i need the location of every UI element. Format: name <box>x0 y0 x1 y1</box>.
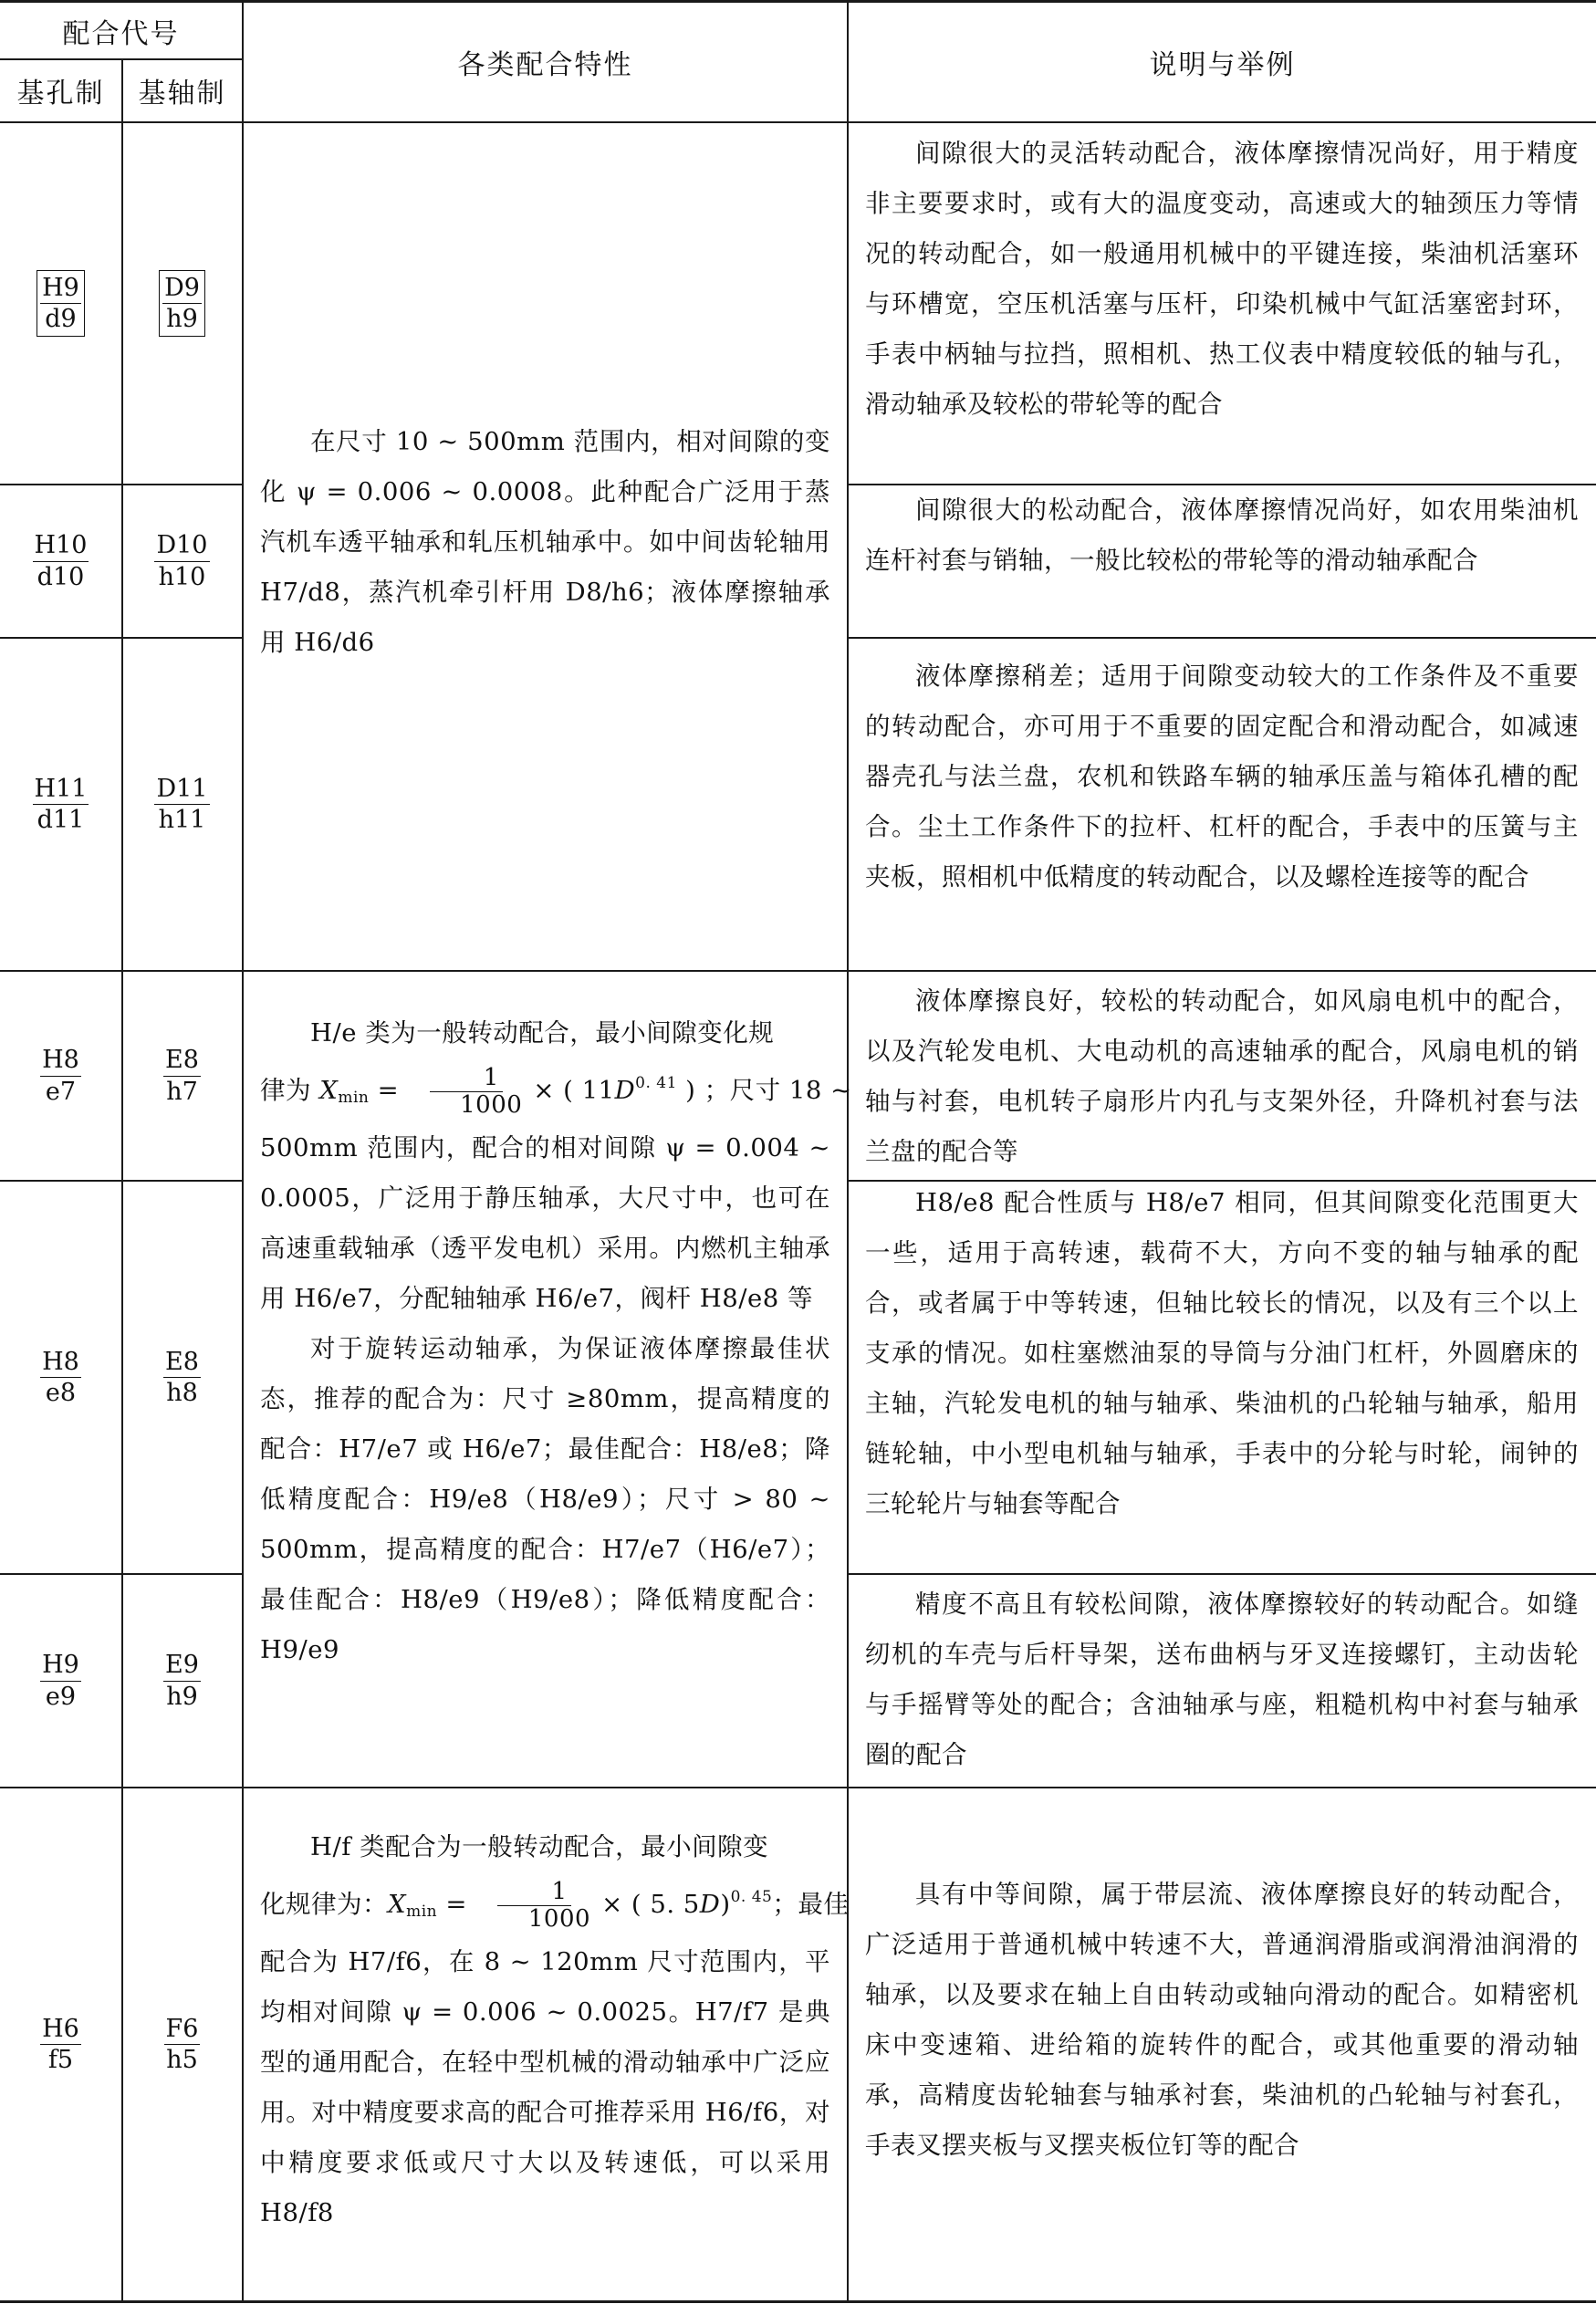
formula-fraction <box>475 1879 594 1932</box>
fraction-denominator: h11 <box>158 806 206 834</box>
description-cell <box>865 652 1579 902</box>
formula-prefix: 化规律为： <box>260 1890 388 1919</box>
fraction-numerator: E8 <box>163 1348 201 1378</box>
col-divider <box>847 0 849 2301</box>
hole-code-cell <box>0 1575 121 1787</box>
characteristics-text: H/f 类配合为一般转动配合，最小间隙变 <box>310 1832 769 1861</box>
hole-code-cell <box>0 1788 121 2300</box>
formula-fraction <box>406 1065 526 1118</box>
hole-code-cell <box>0 972 121 1180</box>
fraction-denominator: 1000 <box>527 1905 591 1933</box>
header-fit-code-text: 配合代号 <box>62 17 180 50</box>
description-cell <box>865 485 1579 586</box>
formula-variable: X <box>319 1076 339 1105</box>
hole-fit-fraction <box>40 1046 81 1105</box>
fraction-numerator: F6 <box>164 2015 201 2045</box>
row-divider <box>848 1573 1596 1575</box>
fraction-denominator: h9 <box>166 1682 198 1711</box>
characteristics-paragraph <box>260 1822 850 2238</box>
fraction-denominator: h8 <box>166 1379 198 1407</box>
hole-fit-fraction <box>40 2015 81 2074</box>
fraction-denominator: h7 <box>166 1077 198 1106</box>
characteristics-text: 配合为 H7/f6，在 8 ~ 120mm 尺寸范围内，平均相对间隙 ψ = 0.006 ~ 0.0025。H7/f7 是典型的通用配合，在轻中型机械的滑动轴承中广泛应用。对中精度要求高的配合可推荐采用 H6/f6，对中精度要求低或尺寸大以及转速低，可以采用 H8/f8 <box>260 1947 830 2227</box>
description-text: 液体摩擦良好，较松的转动配合，如风扇电机中的配合，以及汽轮发电机、大电动机的高速轴承的配合，风扇电机的销轴与衬套，电机转子扇形片内孔与支架外径，升降机衬套与法兰盘的配合等 <box>865 986 1579 1166</box>
shaft-code-cell <box>122 1575 242 1787</box>
fraction-numerator: H11 <box>33 775 89 805</box>
description-cell <box>865 1178 1579 1529</box>
fraction-numerator: H8 <box>40 1046 81 1076</box>
shaft-fit-fraction <box>163 1348 201 1407</box>
formula-variable: D <box>699 1890 721 1919</box>
shaft-fit-fraction <box>159 270 205 337</box>
formula-equals: = <box>445 1890 467 1919</box>
characteristics-text: 在尺寸 10 ~ 500mm 范围内，相对间隙的变化 ψ = 0.006 ~ 0.0008。此种配合广泛用于蒸汽机车透平轴承和轧压机轴承中。如中间齿轮轴用 H7/d8，蒸汽机牵引杆用 D8/h6；液体摩擦轴承用 H6/d6 <box>260 427 830 657</box>
characteristics-paragraph <box>260 1008 852 1324</box>
description-text: 间隙很大的灵活转动配合，液体摩擦情况尚好，用于精度非主要要求时，或有大的温度变动，高速或大的轴颈压力等情况的转动配合，如一般通用机械中的平键连接，柴油机活塞环与环槽宽，空压机活塞与压杆，印染机械中气缸活塞密封环，手表中柄轴与拉挡，照相机、热工仪表中精度较低的轴与孔，滑动轴承及较松的带轮等的配合 <box>865 139 1579 419</box>
min-clearance-formula <box>260 1878 850 1933</box>
formula-exponent: 0. 45 <box>730 1888 773 1906</box>
header-hole-basis <box>0 59 121 121</box>
shaft-fit-fraction <box>163 1046 201 1105</box>
formula-variable: X <box>388 1890 407 1919</box>
hole-code-cell <box>0 123 121 484</box>
description-text: H8/e8 配合性质与 H8/e7 相同，但其间隙变化范围更大一些，适用于高转速，载荷不大，方向不变的轴与轴承的配合，或者属于中等转速，但轴比较长的情况，以及有三个以上支承的情况。如柱塞燃油泵的导筒与分油门杠杆，外圆磨床的主轴，汽轮发电机的轴与轴承、柴油机的凸轮轴与轴承，船用链轮轴，中小型电机轴与轴承，手表中的分轮与时轮，闹钟的三轮轮片与轴套等配合 <box>865 1188 1579 1518</box>
shaft-fit-fraction <box>154 531 209 590</box>
min-clearance-formula <box>260 1064 852 1119</box>
header-shaft-basis <box>122 59 242 121</box>
shaft-fit-fraction <box>163 1651 201 1710</box>
formula-variable: D <box>614 1076 636 1105</box>
fraction-denominator: e7 <box>45 1077 77 1106</box>
fraction-numerator: D9 <box>162 274 202 304</box>
fraction-denominator: h5 <box>166 2046 198 2074</box>
formula-exponent: 0. 41 <box>635 1074 677 1092</box>
hole-fit-fraction <box>40 1651 81 1710</box>
description-cell <box>865 129 1579 430</box>
shaft-code-cell <box>122 639 242 970</box>
description-cell <box>865 1579 1579 1780</box>
shaft-code-cell <box>122 123 242 484</box>
header-description-text: 说明与举例 <box>1149 49 1296 81</box>
fraction-numerator: H9 <box>40 274 81 304</box>
formula-subscript: min <box>406 1903 438 1921</box>
characteristics-text: H/e 类为一般转动配合，最小间隙变化规 <box>310 1018 775 1048</box>
header-characteristics <box>244 3 847 121</box>
header-hole-basis-text: 基孔制 <box>16 78 105 109</box>
formula-end: ) ；尺寸 18 ~ <box>685 1076 852 1105</box>
hole-code-cell <box>0 485 121 637</box>
formula-end: ；最佳 <box>772 1890 850 1919</box>
fraction-numerator: 1 <box>430 1065 503 1092</box>
characteristics-text: 500mm 范围内，配合的相对间隙 ψ = 0.004 ~ 0.0005，广泛用于静压轴承，大尺寸中，也可在高速重载轴承（透平发电机）采用。内燃机主轴承用 H6/e7，分配轴轴承 H6/e7，阀杆 H8/e8 等 <box>260 1133 830 1313</box>
fraction-numerator: E8 <box>163 1046 201 1076</box>
shaft-code-cell <box>122 1182 242 1573</box>
fraction-denominator: h10 <box>158 562 206 591</box>
fraction-denominator: d11 <box>37 806 85 834</box>
formula-subscript: min <box>338 1089 370 1107</box>
characteristics-f-group <box>260 1822 850 2238</box>
shaft-code-cell <box>122 485 242 637</box>
formula-close: ) <box>720 1890 731 1919</box>
col-divider <box>242 0 244 2301</box>
fraction-denominator: d10 <box>37 562 85 591</box>
header-description <box>849 3 1596 121</box>
shaft-fit-fraction <box>164 2015 201 2074</box>
fraction-denominator: f5 <box>47 2046 74 2074</box>
hole-fit-fraction <box>37 270 85 337</box>
hole-fit-fraction <box>33 775 89 834</box>
header-fit-code <box>0 3 242 58</box>
fraction-numerator: H6 <box>40 2015 81 2045</box>
fraction-numerator: H8 <box>40 1348 81 1378</box>
description-text: 间隙很大的松动配合，液体摩擦情况尚好，如农用柴油机连杆衬套与销轴，一般比较松的带轮等的滑动轴承配合 <box>865 495 1579 575</box>
hole-code-cell <box>0 1182 121 1573</box>
fraction-denominator: e9 <box>45 1682 77 1711</box>
characteristics-paragraph: 对于旋转运动轴承，为保证液体摩擦最佳状态，推荐的配合为：尺寸 ≥80mm，提高精度的配合：H7/e7 或 H6/e7；最佳配合：H8/e8；降低精度配合：H9/e8（H8/e9）；尺寸 > 80 ~ 500mm，提高精度的配合：H7/e7（H6/e7）；最佳配合：H8/e9（H9/e8）；降低精度配合：H9/e9 <box>260 1334 830 1664</box>
characteristics-d-group <box>260 417 830 668</box>
fraction-denominator: d9 <box>45 305 77 333</box>
fraction-denominator: h9 <box>166 305 198 333</box>
description-cell <box>865 976 1579 1177</box>
fraction-numerator: D11 <box>154 775 209 805</box>
description-text: 液体摩擦稍差；适用于间隙变动较大的工作条件及不重要的转动配合，亦可用于不重要的固定配合和滑动配合，如减速器壳孔与法兰盘，农机和铁路车辆的轴承压盖与箱体孔槽的配合。尘土工作条件下的拉杆、杠杆的配合，手表中的压簧与主夹板，照相机中低精度的转动配合，以及螺栓连接等的配合 <box>865 662 1579 891</box>
formula-mid: × ( 5. 5 <box>601 1890 700 1919</box>
row-divider <box>848 637 1596 639</box>
description-text: 具有中等间隙，属于带层流、液体摩擦良好的转动配合，广泛适用于普通机械中转速不大，普通润滑脂或润滑油润滑的轴承，以及要求在轴上自由转动或轴向滑动的配合。如精密机床中变速箱、进给箱的旋转件的配合，或其他重要的滑动轴承，高精度齿轮轴套与轴承衬套，柴油机的凸轮轴与衬套孔，手表叉摆夹板与叉摆夹板位钉等的配合 <box>865 1880 1579 2160</box>
table-bottom-border <box>0 2300 1596 2303</box>
formula-prefix: 律为 <box>260 1076 311 1105</box>
hole-fit-fraction <box>40 1348 81 1407</box>
header-shaft-basis-text: 基轴制 <box>138 78 226 109</box>
fraction-numerator: E9 <box>163 1651 201 1681</box>
fraction-numerator: 1 <box>497 1879 570 1906</box>
description-text: 精度不高且有较松间隙，液体摩擦较好的转动配合。如缝纫机的车壳与后杆导架，送布曲柄与牙叉连接螺钉，主动齿轮与手摇臂等处的配合；含油轴承与座，粗糙机构中衬套与轴承圈的配合 <box>865 1590 1579 1769</box>
fraction-numerator: H10 <box>33 531 89 561</box>
hole-fit-fraction <box>33 531 89 590</box>
formula-equals: = <box>377 1076 400 1105</box>
fraction-numerator: D10 <box>154 531 209 561</box>
fraction-numerator: H9 <box>40 1651 81 1681</box>
description-cell <box>865 1870 1579 2171</box>
characteristics-e-group <box>260 1008 852 1675</box>
shaft-code-cell <box>122 1788 242 2300</box>
formula-mid: × ( 11 <box>533 1076 615 1105</box>
fraction-denominator: 1000 <box>460 1091 523 1119</box>
shaft-fit-fraction <box>154 775 209 834</box>
hole-code-cell <box>0 639 121 970</box>
header-characteristics-text: 各类配合特性 <box>457 49 633 81</box>
shaft-code-cell <box>122 972 242 1180</box>
fraction-denominator: e8 <box>45 1379 77 1407</box>
